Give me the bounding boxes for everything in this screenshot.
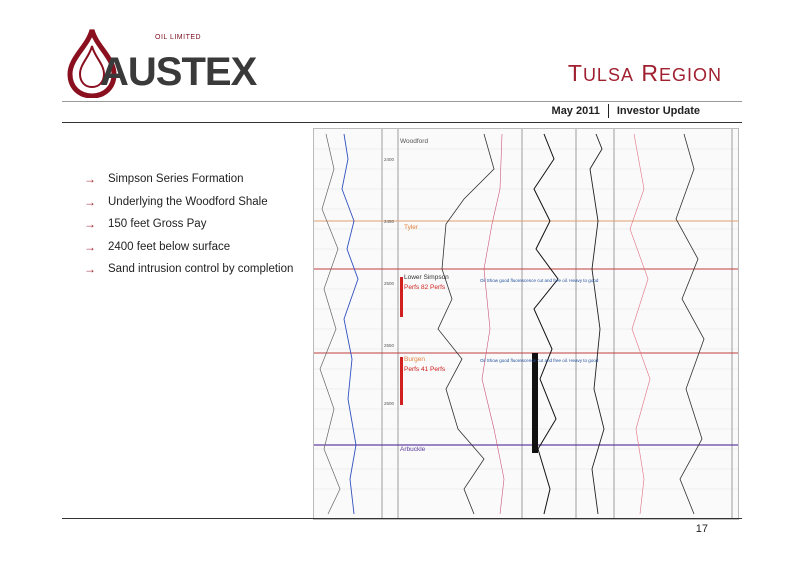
arrow-icon: → (84, 172, 96, 186)
header-divider-top (62, 101, 742, 102)
depth-label: 2450 (384, 219, 395, 224)
list-item: → Simpson Series Formation (84, 168, 293, 191)
page-number: 17 (695, 523, 708, 535)
depth-label: 2400 (384, 157, 395, 162)
header-meta (552, 104, 700, 118)
perf-note: Perfs 41 Perfs (404, 366, 446, 373)
header-divider-bottom (62, 122, 742, 123)
zone-label: Tyler (404, 224, 419, 231)
arrow-icon: → (84, 239, 96, 254)
page-title: TULSA REGION (567, 60, 722, 86)
zone-label: Lower Simpson (404, 274, 449, 281)
logo-wordmark: AUSTEX (100, 50, 257, 94)
perf-note: Perfs 82 Perfs (404, 284, 446, 291)
depth-label: 2500 (384, 281, 395, 286)
zone-label: Woodford (400, 138, 429, 145)
list-item: → 2400 feet below surface (84, 236, 293, 259)
depth-label: 2550 (384, 343, 395, 348)
list-item: → Sand intrusion control by completion (84, 258, 293, 281)
well-log-chart (314, 129, 738, 519)
zone-label: Burgen (404, 356, 425, 363)
header-subtitle: Investor Update (616, 105, 700, 117)
arrow-icon: → (84, 217, 96, 231)
zone-label: Arbuckle (400, 446, 426, 453)
footer-divider (62, 518, 742, 519)
list-item: → 150 feet Gross Pay (84, 213, 293, 236)
logo-subtext: OIL LIMITED (155, 34, 202, 41)
arrow-icon: → (84, 262, 96, 276)
list-item: → Underlying the Woodford Shale (84, 191, 293, 214)
show-annotation: Oil Show good fluorescence cut and free oil. Heavy to good (480, 358, 599, 363)
header-date: May 2011 (551, 105, 600, 117)
bullet-list (84, 168, 293, 281)
header-separator (608, 104, 609, 118)
well-log-image (313, 128, 739, 520)
austex-logo (62, 28, 257, 98)
show-annotation: Oil Show good fluorescence cut and free oil. Heavy to good (480, 278, 599, 283)
depth-label: 2600 (384, 401, 395, 406)
arrow-icon: → (84, 194, 96, 209)
